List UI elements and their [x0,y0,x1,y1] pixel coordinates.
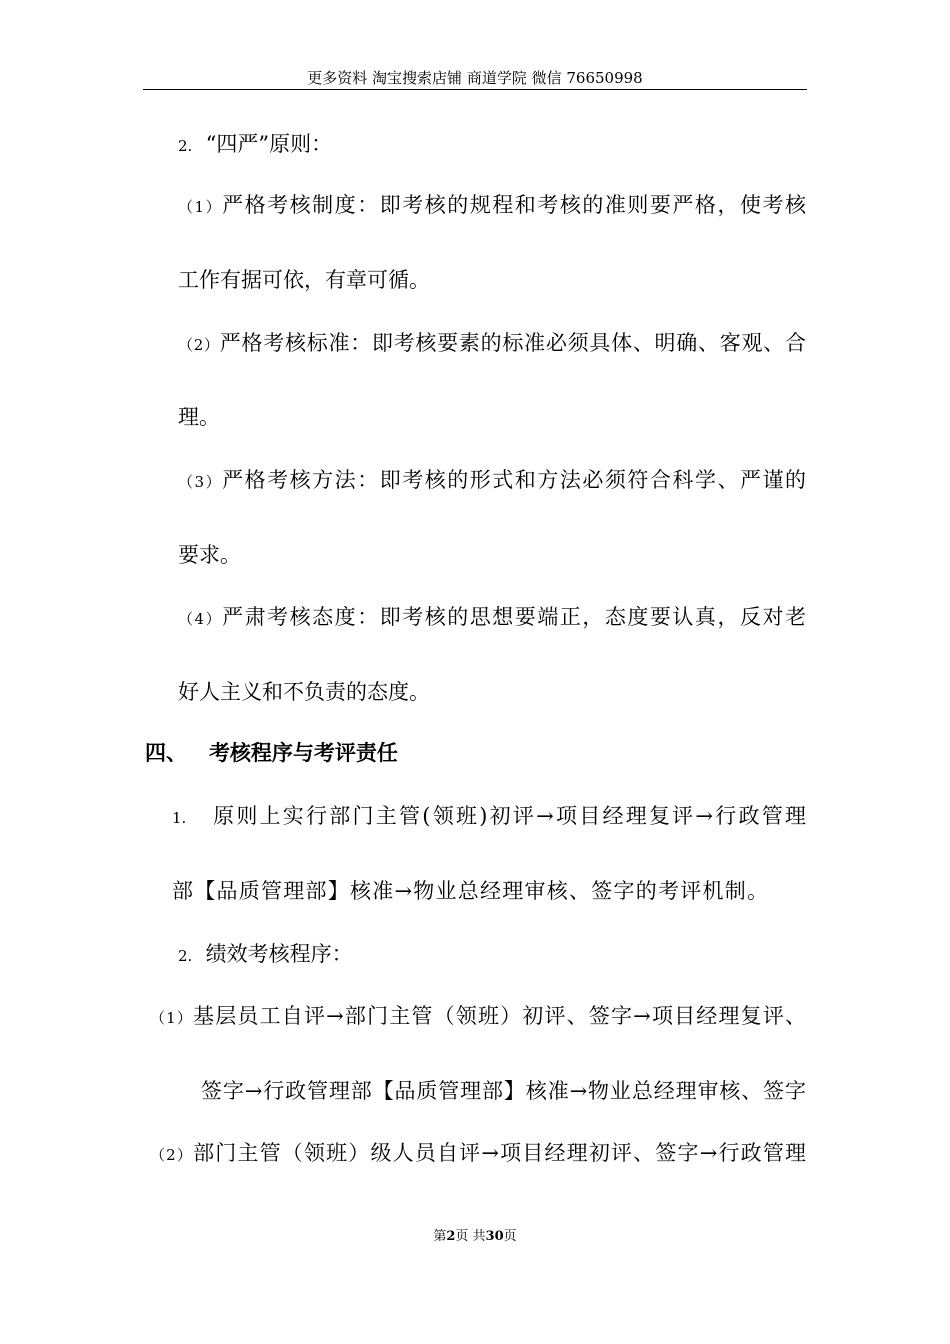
rule-1-line-2: 工作有据可依，有章可循。 [178,268,430,292]
footer-suffix: 页 [503,1229,517,1244]
list-number: （1） [178,198,223,216]
list-number: （1） [150,1009,194,1027]
line-text: 严格考核制度：即考核的规程和考核的准则要严格，使考核 [222,193,806,217]
procedure-1-line-1 [150,1002,806,1032]
rule-2-line-1 [178,329,806,359]
rule-2-line-2: 理。 [178,405,220,429]
list-number: 2. [178,947,193,965]
list-number: 1. [172,809,187,827]
heading-text: 考核程序与考评责任 [208,740,398,765]
list-number: （2） [178,336,220,354]
list-number: （4） [178,610,223,628]
total-page-count: 30 [485,1229,504,1244]
list-number: 2. [178,137,193,155]
procedure-1-line-2: 签字→行政管理部【品质管理部】核准→物业总经理审核、签字 [201,1079,806,1103]
item-1-line-1 [172,802,806,832]
header-divider [143,89,807,90]
page-footer [0,1228,950,1246]
section-2-title [178,130,332,160]
list-number: （2） [150,1146,194,1164]
rule-3-line-1 [178,466,806,496]
line-text: 原则上实行部门主管(领班)初评→项目经理复评→行政管理 [213,804,806,828]
item-1-line-2: 部【品质管理部】核准→物业总经理审核、签字的考评机制。 [172,879,768,903]
rule-1-line-1 [178,191,806,221]
rule-4-line-1 [178,603,806,633]
item-2-title [178,940,353,970]
line-text: “四严”原则： [205,132,333,156]
footer-prefix: 第 [433,1229,447,1244]
rule-3-line-2: 要求。 [178,543,241,567]
line-text: 严格考核方法：即考核的形式和方法必须符合科学、严谨的 [222,468,806,492]
line-text: 绩效考核程序： [205,942,353,966]
page-header: 更多资料 淘宝搜索店铺 商道学院 微信 76650998 [307,69,643,87]
heading-number: 四、 [145,740,187,765]
line-text: 部门主管（领班）级人员自评→项目经理初评、签字→行政管理 [193,1141,806,1165]
current-page-number: 2 [446,1229,456,1244]
line-text: 严格考核标准：即考核要素的标准必须具体、明确、客观、合 [219,331,806,355]
section-4-heading [145,739,398,767]
list-number: （3） [178,473,223,491]
procedure-2-line-1 [150,1139,806,1169]
rule-4-line-2: 好人主义和不负责的态度。 [178,680,430,704]
line-text: 基层员工自评→部门主管（领班）初评、签字→项目经理复评、 [193,1004,806,1028]
footer-middle: 页 共 [455,1229,486,1244]
line-text: 严肃考核态度：即考核的思想要端正，态度要认真，反对老 [222,605,806,629]
